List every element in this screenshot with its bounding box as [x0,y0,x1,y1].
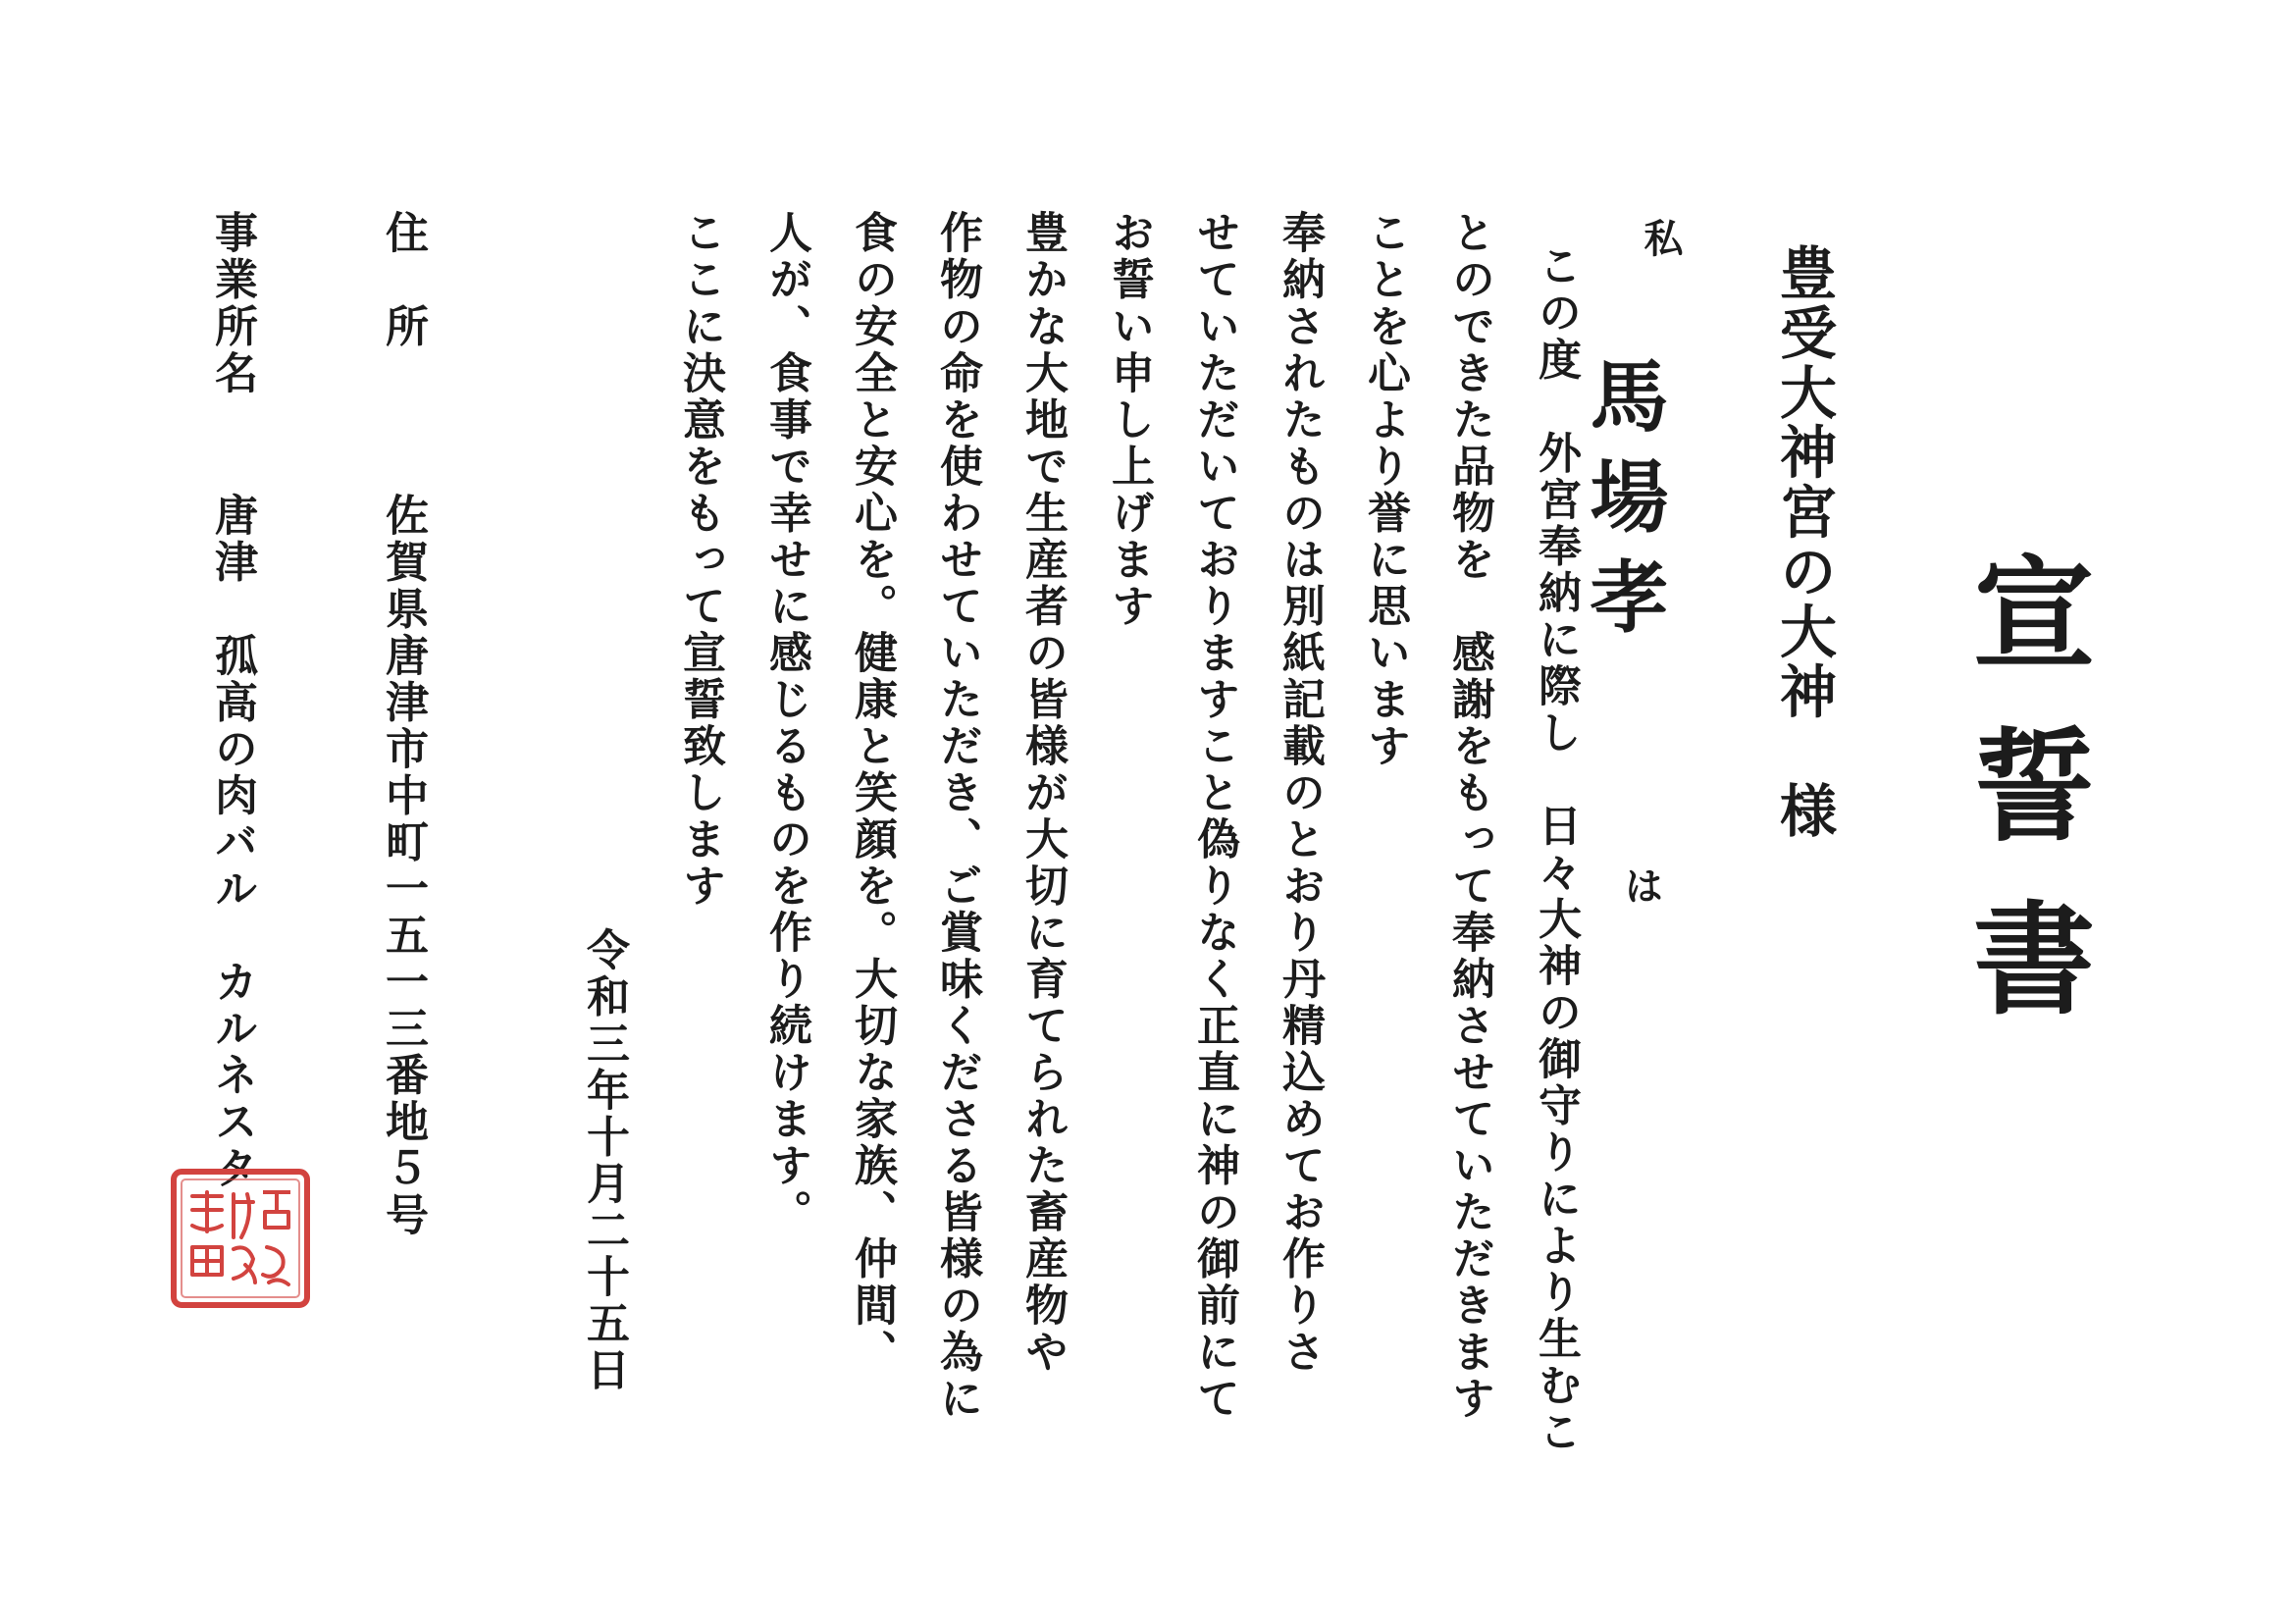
body-line-4: 奉納されたものは別紙記載のとおり丹精込めてお作りさ [1275,210,1325,1376]
body-line-11: ここに決意をもって宣誓致します [675,210,725,910]
document-title: 宣誓書 [1953,550,2095,1069]
office-value: 唐津 孤高の肉バル カルネスタ [207,493,257,1192]
body-line-10: 人が、食事で幸せに感じるものを作り続けます。 [761,210,811,1236]
body-line-7: 豊かな大地で生産者の皆様が大切に育てられた畜産物や [1018,210,1068,1376]
office-label: 事業所名 [207,210,257,397]
body-line-2: とのできた品物を 感謝をもって奉納させていただきます [1444,210,1494,1423]
pledger-particle: は [1618,865,1664,905]
pledger-name: 馬場孝 [1577,355,1669,657]
address-value: 佐賀県唐津市中町一五一三番地５号 [378,493,428,1239]
company-seal [169,1167,312,1310]
body-line-8: 作物の命を使わせていただき、ご賞味くださる皆様の為に [932,210,982,1423]
body-line-1: この度 外宮奉納に際し 日々大神の御守りにより生むこ [1531,243,1581,1456]
body-line-5: せていただいておりますこと偽りなく正直に神の御前にて [1189,210,1239,1423]
recipient-line: 豊受大神宮の大神 様 [1770,243,1837,841]
body-line-3: ことを心より誉に思います [1360,210,1410,770]
seal-stamp-icon [169,1167,312,1310]
address-label: 住 所 [378,210,428,350]
pledger-label: 私 [1638,218,1684,257]
body-line-6: お誓い申し上げます [1104,210,1154,630]
signing-date: 令和三年十月二十五日 [579,927,629,1394]
body-line-9: 食の安全と安心を。健康と笑顔を。大切な家族、仲間、 [847,210,897,1376]
